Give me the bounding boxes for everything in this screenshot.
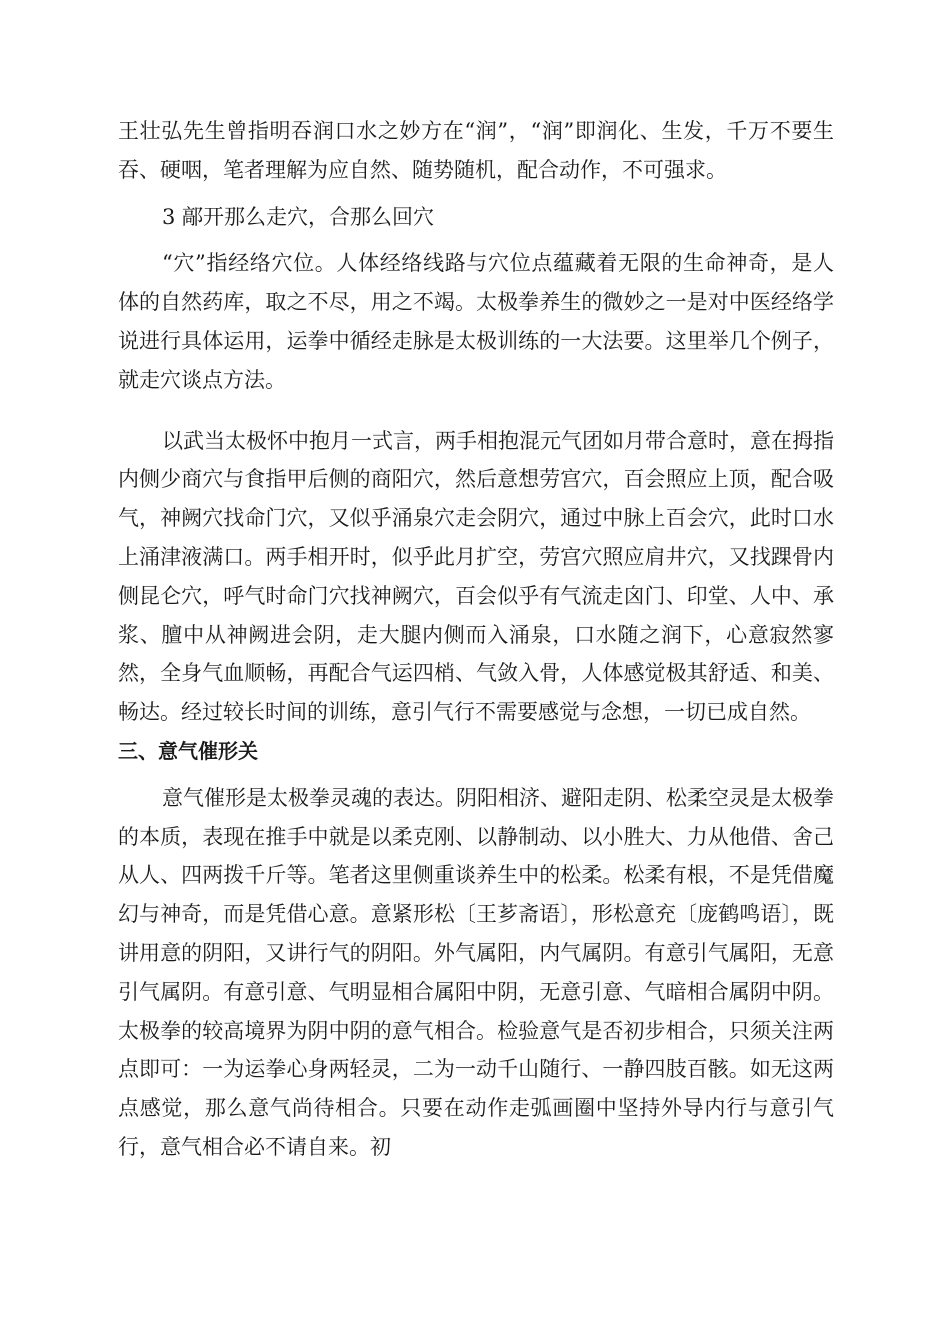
document-page — [118, 112, 834, 1167]
paragraph-2: “穴”指经络穴位。人体经络线路与穴位点蕴藏着无限的生命神奇，是人体的自然药库，取之不尽，用之不竭。太极拳养生的微妙之一是对中医经络学说进行具体运用，运拳中循经走脉是太极训练的一大法要。这里举几个例子，就走穴谈点方法。 — [118, 251, 834, 392]
paragraph-1: 王壮弘先生曾指明吞润口水之妙方在“润”，“润”即润化、生发，千万不要生吞、硬咽，笔者理解为应自然、随势随机，配合动作，不可强求。 — [118, 119, 834, 182]
section-heading-3: 三、意气催形关 — [118, 738, 258, 763]
paragraph-3: 以武当太极怀中抱月一式言，两手相抱混元气团如月带合意时，意在拇指内侧少商穴与食指甲后侧的商阳穴，然后意想劳宫穴，百会照应上顶，配合吸气，神阙穴找命门穴，又似乎涌泉穴走会阴穴，通过中脉上百会穴，此时口水上涌津液满口。两手相开时，似乎此月扩空，劳宫穴照应肩井穴，又找踝骨内侧昆仑穴，呼气时命门穴找神阙穴，百会似乎有气流走囟门、印堂、人中、承浆、膻中从神阙进会阴，走大腿内侧而入涌泉，口水随之润下，心意寂然寥然，全身气血顺畅，再配合气运四梢、气敛入骨，人体感觉极其舒适、和美、畅达。经过较长时间的训练，意引气行不需要感觉与念想，一切已成自然。 — [118, 428, 834, 725]
paragraph-4: 意气催形是太极拳灵魂的表达。阴阳相济、避阳走阴、松柔空灵是太极拳的本质，表现在推手中就是以柔克刚、以静制动、以小胜大、力从他借、舍己从人、四两拨千斤等。笔者这里侧重谈养生中的松柔。松柔有根，不是凭借魔幻与神奇，而是凭借心意。意紧形松〔王芗斋语〕，形松意充〔庞鹤鸣语〕，既讲用意的阴阳，又讲行气的阴阳。外气属阳，内气属阴。有意引气属阳，无意引气属阴。有意引意、气明显相合属阳中阴，无意引意、气暗相合属阴中阴。太极拳的较高境界为阴中阴的意气相合。检验意气是否初步相合，只须关注两点即可：一为运拳心身两轻灵，二为一动千山随行、一静四肢百骸。如无这两点感觉，那么意气尚待相合。只要在动作走弧画圈中坚持外导内行与意引气行，意气相合必不请自来。初 — [118, 785, 834, 1159]
subheading-3: 3 鄗开那么走穴，合那么回穴 — [162, 204, 435, 229]
